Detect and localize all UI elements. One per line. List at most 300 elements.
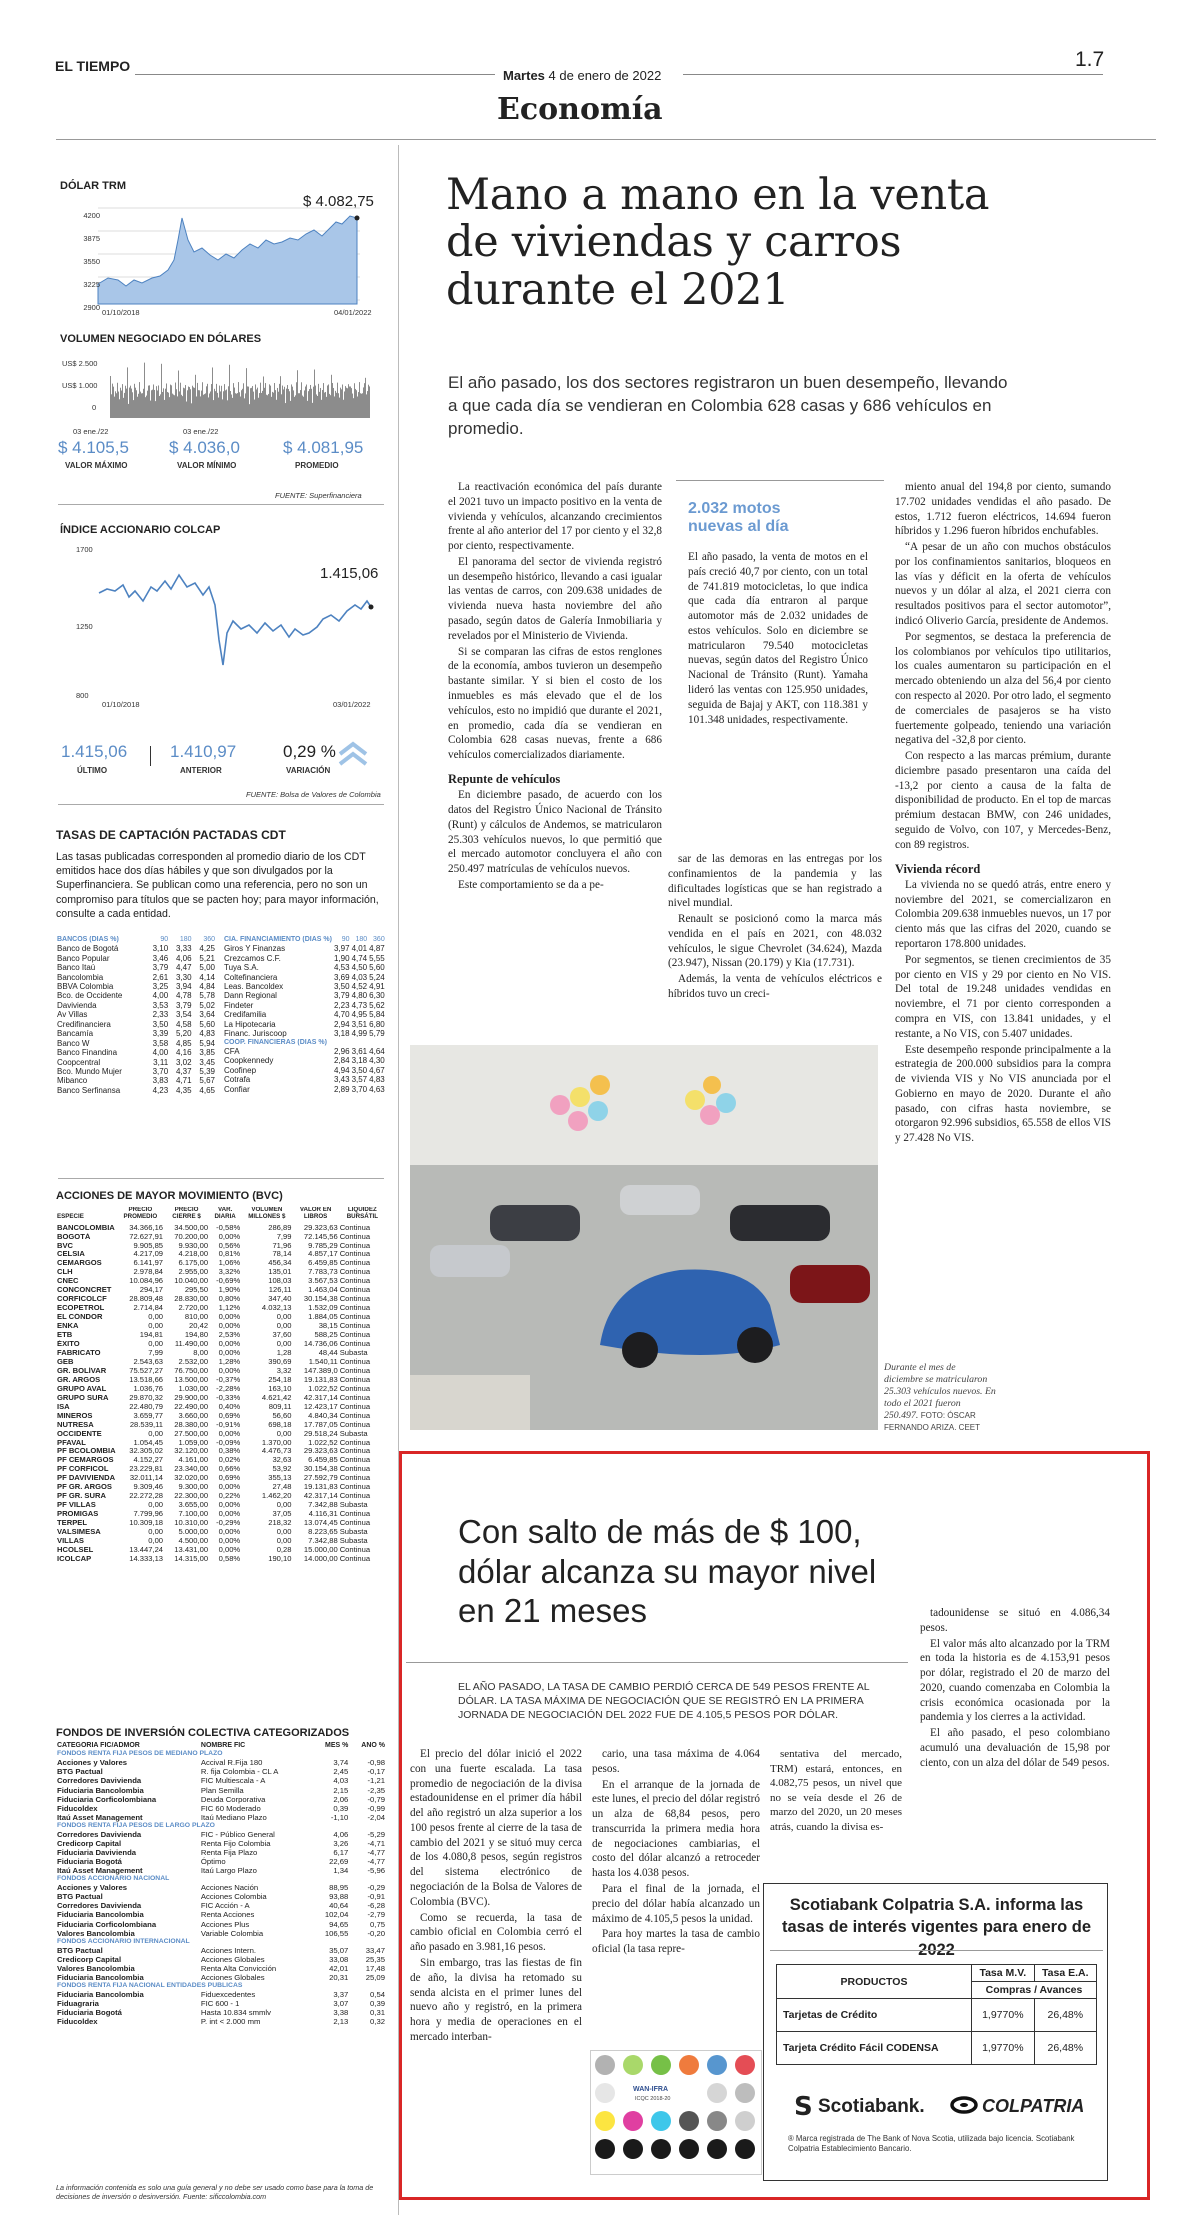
volume-bar	[119, 399, 120, 418]
bvc-row: VALSIMESA 0,00 5.000,00 0,00% 0,00 8.223,65 Subasta	[57, 1528, 368, 1537]
volume-bar	[211, 384, 212, 418]
motos-title: 2.032 motos nuevas al día	[688, 500, 789, 536]
volume-bar	[343, 400, 344, 418]
dolar-article-right	[920, 1606, 1110, 1772]
volume-bar	[305, 387, 306, 418]
volume-bar	[295, 395, 296, 418]
volume-bar	[126, 389, 127, 418]
dolar-article-col1	[410, 1747, 582, 2046]
volume-bar	[237, 393, 238, 418]
volume-bar	[210, 391, 211, 418]
bvc-row: ISA 22.480,79 22.490,00 0,40% 809,11 12.423,17 Continua	[57, 1402, 371, 1411]
volume-bar	[361, 394, 362, 418]
bvc-row: PF GR. ARGOS 9.309,46 9.300,00 0,00% 27,48 19.131,83 Continua	[57, 1483, 371, 1492]
volume-bar	[149, 385, 150, 418]
volume-bar	[277, 388, 278, 418]
volume-bar	[236, 394, 237, 418]
volume-bar	[266, 395, 267, 418]
volume-bar	[208, 397, 209, 418]
volume-bar	[357, 397, 358, 418]
volume-bar	[115, 391, 116, 418]
volume-bar	[203, 395, 204, 418]
volume-bar	[129, 388, 130, 418]
article-col3: miento anual del 194,8 por ciento, sumando 17.702 unidades vendidas el año pasado. De estos, 1.712 fueron eléctricos, 14.694 fueron híbridos y 1.296 fueron híbridos enchufables. “A pesar de un año con muchos obstáculos por los confinamientos sanitarios, bloqueos en las vías y déficit en la oferta de vehículos nuevos y un dólar al alza, el 2021 cierra con resultados positivos para el sector automotor”, indicó Oliverio García, presidente de Andemos. Por segmentos, se destaca la preferencia de los colombianos por vehículos tipo utilitarios, los cuales aumentaron su participación en el mercado obteniendo un alza del 56,4 por ciento con respecto al 2020. Por otro lado, el segmento de comerciales de pasajeros se ha visto fuertemente golpeado, teniendo una variación negativa del -32,8 por ciento. Con respecto a las marcas prémium, durante diciembre pasado presentaron una caída del -13,2 por ciento a causa de la falta de disponibilidad de producto. En el top de marcas prémium destacan BMW, con 246 unidades, seguido de Volvo, con 107, y Mercedes-Benz, con 89 registros. Vivienda récord La vivienda no se quedó atrás, entre enero y noviembre del 2021, se comercializaron en Colombia 209.638 inmuebles nuevos, un 17 por ciento más que las cifras del 2020, cuando se reportaron 178.800 unidades. Por segmentos, se tienen crecimientos de 35 por ciento en VIS y 29 por ciento en No VIS. Del total de 19.248 unidades vendidas en noviembre, el 71 por ciento corresponden a compra en VIS, con 13.841 unidades, y el restante, a No VIS, con 5.407 unidades. Este desempeño responde principalmente a la estrategia de 200.000 subsidios para la compra de vivienda VIS y No VIS anunciada por el Gobierno en mayo de 2020. Durante el año pasado, con cifras hasta noviembre, se otorgaron 92.996 subsidios, 65.558 de ellos VIS y 27.428 No VIS.	[895, 481, 1111, 1145]
volume-bar	[249, 404, 250, 418]
paragraph: Por segmentos, se destaca la preferencia de los colombianos por vehículos tipo utilitarios, los cuales aumentaron su participación en el mercado obteniendo un alza del 56,4 por ciento con respecto al 2020. Por otro lado, el segmento de comerciales de pasajeros se ha visto fuertemente golpeado, teniendo una variación negativa del -32,8 por ciento.	[895, 630, 1111, 747]
volume-bar	[245, 393, 246, 418]
volume-bar	[217, 393, 218, 418]
cdt-row: Banco Finandina 4,00 4,16 3,85	[57, 1048, 215, 1058]
volume-bar	[187, 390, 188, 418]
fondo-row: Fiduciaria Bancolombia Fiduexcedentes 3,37 0,54	[57, 1990, 385, 2000]
volume-bar	[161, 364, 162, 418]
ad-rates-table: PRODUCTOS Tasa M.V. Tasa E.A. Compras / Avances Tarjetas de Crédito 1,9770% 26,48% Tarjeta Crédito Fácil CODENSA 1,9770% 26,48%	[776, 1964, 1097, 2065]
volume-bar	[194, 388, 195, 418]
bvc-row: GR. ARGOS 13.518,66 13.500,00 -0,37% 254,18 19.131,83 Continua	[57, 1375, 371, 1384]
volume-bar	[188, 387, 189, 418]
volume-bar	[280, 376, 281, 418]
volume-bar	[213, 400, 214, 418]
bvc-row: ECOPETROL 2.714,84 2.720,00 1,12% 4.032,13 1.532,09 Continua	[57, 1304, 371, 1313]
volume-bar	[124, 393, 125, 418]
cdt-row: Banco W 3,58 4,85 5,94	[57, 1038, 215, 1048]
fondo-row: Fiduciaria Bogotá Óptimo 22,69 -4,77	[57, 1857, 385, 1867]
paragraph: Para el final de la jornada, el precio del dólar había alcanzado un máximo de 4.105,5 pesos la unidad.	[592, 1883, 760, 1925]
volume-bar	[261, 393, 262, 418]
volume-bar	[120, 388, 121, 418]
volume-bar	[144, 363, 145, 418]
cdt-row: Giros Y Finanzas 3,97 4,01 4,87	[224, 944, 385, 954]
bvc-row: BVC 9.905,85 9.930,00 0,56% 71,96 9.785,29 Continua	[57, 1241, 371, 1250]
volume-bar	[204, 394, 205, 418]
bvc-row: PF BCOLOMBIA 32.305,02 32.120,00 0,38% 4.476,73 29.323,63 Continua	[57, 1447, 371, 1456]
volume-bar	[296, 382, 297, 418]
bvc-table: ESPECIE PRECIO PROMEDIO PRECIO CIERRE $ VAR. DIARIA VOLUMEN MILLONES $ VALOR EN LIBROS LIQUIDEZ BURSÁTIL BANCOLOMBIA 34.366,16 34.500,00 -0,58% 286,89 29.323,63 Continua BOGOTÁ 72.627,91 70.200,00 0,00% 7,99 72.145,56 Continua BVC 9.905,85 9.930,00 0,56% 71,96 9.785,29 Continua CELSIA 4.217,09 4.218,00 0,81% 78,14 4.857,17 Continua CEMARGOS 6.141,97 6.175,00 1,06% 456,34 6.459,85 Continua CLH 2.978,84 2.955,00 3,32% 135,01 7.783,73 Continua CNEC 10.084,96 10.040,00 -0,69% 108,03 3.567,53 Continua CONCONCRET 294,17 295,50 1,90% 126,11 1.463,04 Continua CORFICOLCF 28.809,48 28.830,00 0,80% 347,40 30.154,38 Continua ECOPETROL 2.714,84 2.720,00 1,12% 4.032,13 1.532,09 Continua EL CÓNDOR 0,00 810,00 0,00% 0,00 1.884,05 Continua ENKA 0,00 20,42 0,00% 0,00 38,15 Continua ETB 194,81 194,80 2,53% 37,60 588,25 Continua ÉXITO 0,00 11.490,00 0,00% 0,00 14.736,06 Continua FABRICATO 7,99 8,00 0,00% 1,28 48,44 Subasta GEB 2.543,63 2.532,00 1,28% 390,69 1.540,11 Continua GR. BOLÍVAR 75.527,27 76.750,00 0,00% 3,32 147.389,0 Continua GR. ARGOS 13.518,66 13.500,00 -0,37% 254,18 19.131,83 Continua GRUPO AVAL 1.036,76 1.030,00 -2,28% 163,10 1.022,52 Continua GRUPO SURA 29.870,32 29.900,00 -0,33% 4.621,42 42.317,14 Continua ISA 22.480,79 22.490,00 0,40% 809,11 12.423,17 Continua MINEROS 3.659,77 3.660,00 0,69% 56,60 4.840,34 Continua NUTRESA 28.539,11 28.380,00 -0,91% 698,18 17.787,05 Continua OCCIDENTE 0,00 27.500,00 0,00% 0,00 29.518,24 Subasta PFAVAL 1.054,45 1.059,00 -0,09% 1.370,00 1.022,52 Continua PF BCOLOMBIA 32.305,02 32.120,00 0,38% 4.476,73 29.323,63 Continua PF CEMARGOS 4.152,27 4.161,00 0,02% 32,63 6.459,85 Continua PF CORFICOL 23.229,81 23.340,00 0,66% 53,92 30.154,38 Continua PF DAVIVIENDA 32.011,14 32.020,00 0,69% 355,13 27.592,79 Continua PF GR. ARGOS 9.309,46 9.300,00 0,00% 27,48 19.131,83 Continua PF GR. SURA 22.272,28 22.300,00 0,22% 1.462,20 42.317,14 Continua PF VILLAS 0,00 3.655,00 0,00% 0,00 7.342,88 Subasta PROMIGAS 7.799,96 7.100,00 0,00% 37,05 4.116,31 Continua TERPEL 10.309,18 10.310,00 -0,29% 218,32 13.074,45 Continua VALSIMESA 0,00 5.000,00 0,00% 0,00 8.223,65 Subasta VILLAS 0,00 4.500,00 0,00% 0,00 7.342,88 Subasta HCOLSEL 13.447,24 13.431,00 0,00% 0,28 15.000,00 Continua ICOLCAP 14.333,13 14.315,00 0,58% 190,10 14.000,00 Continua	[56, 1207, 386, 1564]
cdt-row: Av Villas 2,33 3,54 3,64	[57, 1010, 215, 1020]
dealership-photo	[410, 1045, 878, 1430]
volume-bar	[246, 368, 247, 418]
volume-bar	[123, 398, 124, 418]
volume-bar	[209, 393, 210, 418]
volume-bar	[179, 391, 180, 418]
bvc-row: ÉXITO 0,00 11.490,00 0,00% 0,00 14.736,06 Continua	[57, 1340, 371, 1349]
volume-bar	[156, 386, 157, 418]
dolar-article-col3	[770, 1747, 902, 1835]
volume-bar	[265, 383, 266, 418]
volume-bar	[320, 388, 321, 418]
cdt-row: Coopkennedy 2,84 3,18 4,30	[224, 1056, 385, 1066]
volume-bar	[142, 393, 143, 418]
volume-bar	[288, 389, 289, 418]
volume-bar	[300, 390, 301, 418]
volume-bar	[339, 398, 340, 418]
paragraph: Este desempeño responde principalmente a la estrategia de 200.000 subsidios para la compra de vivienda VIS y No VIS anunciada por el Gobierno en mayo de 2020. Durante el año pasado, con cifras hasta noviembre, se otorgaron 92.996 subsidios, 65.558 de ellos VIS y 27.428 No VIS.	[895, 1043, 1111, 1145]
volume-bar	[341, 389, 342, 418]
paragraph: sentativa del mercado, TRM) estará, entonces, en 4.082,75 pesos, un nivel que no se veía desde el 26 de marzo del 2020, un 20 meses atrás, cuando la divisa es-	[770, 1748, 902, 1833]
cdt-row: Credifinanciera 3,50 4,58 5,60	[57, 1019, 215, 1029]
dolar-article-headline: Con salto de más de $ 100, dólar alcanza su mayor nivel en 21 meses	[458, 1513, 877, 1630]
volume-bar	[252, 386, 253, 418]
volume-bar	[323, 383, 324, 418]
cdt-intro: Las tasas publicadas corresponden al promedio diario de los CDT emitidos hace dos días hábiles y que son divulgados por la Superfinanciera. Se publican como una referencia, pero no son un compromiso para títulos que se pacten hoy; para mayor información, consulte a cada entidad.	[56, 851, 379, 920]
volume-bar	[355, 389, 356, 418]
volume-bar	[308, 391, 309, 418]
volume-bar	[258, 398, 259, 418]
fondo-row: Credicorp Capital Renta Fijo Colombia 3,26 -4,71	[57, 1838, 385, 1848]
cdt-title: TASAS DE CAPTACIÓN PACTADAS CDT	[56, 828, 286, 842]
colcap-title: ÍNDICE ACCIONARIO COLCAP	[60, 524, 221, 536]
volume-bar	[254, 400, 255, 418]
bvc-title: ACCIONES DE MAYOR MOVIMIENTO (BVC)	[56, 1190, 283, 1202]
volume-bar	[350, 386, 351, 418]
volume-bar	[349, 387, 350, 418]
cdt-row: Bco. de Occidente 4,00 4,78 5,78	[57, 991, 215, 1001]
volume-bar	[141, 393, 142, 418]
volume-bar	[220, 391, 221, 418]
bvc-row: CNEC 10.084,96 10.040,00 -0,69% 108,03 3.567,53 Continua	[57, 1277, 371, 1286]
volume-bar	[358, 392, 359, 418]
volume-bar	[162, 392, 163, 418]
volume-bar	[344, 391, 345, 418]
cdt-row: BBVA Colombia 3,25 3,94 4,84	[57, 982, 215, 991]
volume-bar	[317, 396, 318, 418]
volume-bar	[332, 383, 333, 418]
volumen-chart	[110, 350, 380, 420]
ad-legal: ® Marca registrada de The Bank of Nova Scotia, utilizada bajo licencia. Scotiabank Colpatria Establecimiento Bancario.	[788, 2134, 1075, 2154]
volume-bar	[214, 389, 215, 418]
section-title: Economía	[497, 92, 663, 127]
volume-bar	[244, 398, 245, 418]
volume-bar	[326, 397, 327, 418]
paragraph: La vivienda no se quedó atrás, entre enero y noviembre del 2021, se comercializaron en Colombia 209.638 inmuebles nuevos, un 17 por ciento más que las cifras del 2020, cuando se reportaron 178.800 unidades.	[895, 878, 1111, 951]
volume-bar	[359, 382, 360, 418]
volume-bar	[163, 388, 164, 418]
bvc-row: EL CÓNDOR 0,00 810,00 0,00% 0,00 1.884,05 Continua	[57, 1313, 371, 1322]
bvc-row: GRUPO SURA 29.870,32 29.900,00 -0,33% 4.621,42 42.317,14 Continua	[57, 1393, 371, 1402]
volume-bar	[248, 387, 249, 418]
volume-bar	[118, 392, 119, 418]
volume-bar	[205, 393, 206, 418]
volume-bar	[201, 391, 202, 418]
volume-bar	[311, 389, 312, 418]
fondo-row: Fiducoldex FIC 60 Moderado 0,39 -0,99	[57, 1803, 385, 1813]
cdt-row: Banco de Bogotá 3,10 3,33 4,25	[57, 944, 215, 954]
volume-bar	[257, 388, 258, 418]
paragraph: Con respecto a las marcas prémium, durante diciembre pasado presentaron una caída del -13,2 por ciento a causa de la falta de disponibilidad de producto. En el top de marcas prémium destacan BMW, con 246 unidades, seguido de Volvo, con 107, y Mercedes-Benz, con 89 registros.	[895, 750, 1111, 851]
volume-bar	[234, 388, 235, 418]
masthead	[55, 48, 1155, 83]
volume-bar	[368, 385, 369, 418]
volume-bar	[302, 396, 303, 418]
fondo-row: Fiduciaria Bancolombia Renta Acciones 102,04 -2,79	[57, 1910, 385, 1920]
paragraph: El panorama del sector de vivienda registró un desempeño histórico, llevando a casi igualar las ventas de carros, con 209.638 unidades de vivienda nueva hasta noviembre del año pasado, según datos de Galería Inmobiliaria y revelados por el Ministerio de Vivienda.	[448, 555, 662, 642]
paragraph: Como se recuerda, la tasa de cambio oficial en Colombia cerró el año pasado en 3.981,16 pesos.	[410, 1911, 582, 1954]
volume-bar	[335, 391, 336, 418]
volume-bar	[294, 397, 295, 418]
cdt-row: Davivienda 3,53 3,79 5,02	[57, 1000, 215, 1010]
volume-bar	[132, 392, 133, 418]
volume-bar	[331, 375, 332, 418]
volume-bar	[207, 384, 208, 418]
scotiabank-ad: Scotiabank Colpatria S.A. informa las tasas de interés vigentes para enero de 2022 PRODUCTOS Tasa M.V. Tasa E.A. Compras / Avances Tarjetas de Crédito 1,9770% 26,48% Tarjeta Crédito Fácil CODENSA 1,9770% 26,48% S Scotiabank. COLPATRIA ® Marca registrada de The Bank of Nova Scotia, utilizada bajo licencia. Scotiabank Colpatria Establecimiento Bancario.	[763, 1883, 1108, 2181]
dolar-x-end: 04/01/2022	[334, 308, 372, 317]
volume-bar	[284, 387, 285, 418]
volume-bar	[134, 384, 135, 418]
volume-bar	[250, 388, 251, 418]
bvc-row: BOGOTÁ 72.627,91 70.200,00 0,00% 7,99 72.145,56 Continua	[57, 1232, 371, 1241]
volume-bar	[285, 403, 286, 418]
date-line: Martes 4 de enero de 2022	[503, 68, 662, 83]
volume-bar	[289, 391, 290, 418]
volume-bar	[291, 384, 292, 418]
paragraph: En el arranque de la jornada de este lunes, el precio del dólar registró un alza de 68,84 pesos, pero transcurrida la primera media hora de negociaciones cambiarias, el costo del dólar alcanzó a retroceder hasta los 4.038 pesos.	[592, 1778, 760, 1880]
volume-bar	[242, 389, 243, 418]
volume-bar	[304, 390, 305, 418]
volume-bar	[322, 390, 323, 418]
volume-bar	[298, 393, 299, 418]
volume-bar	[366, 394, 367, 418]
volume-bar	[125, 386, 126, 418]
cdt-row: Bancolombia 2,61 3,30 4,14	[57, 972, 215, 982]
volume-bar	[269, 384, 270, 418]
volume-bar	[314, 370, 315, 418]
volume-bar	[238, 382, 239, 418]
volume-bar	[198, 390, 199, 418]
fondo-row: Itaú Asset Management Itaú Mediano Plazo -1,10 -2,04	[57, 1812, 385, 1822]
volume-bar	[195, 375, 196, 418]
scotiabank-s-icon: S	[794, 2092, 813, 2122]
volume-bar	[255, 384, 256, 418]
fondo-row: Fiduciaria Bancolombia Acciones Globales 20,31 25,09	[57, 1972, 385, 1982]
fondo-row: Fiduciaria Corficolombiana Deuda Corporativa 2,06 -0,79	[57, 1794, 385, 1804]
volume-bar	[275, 390, 276, 418]
bvc-row: ETB 194,81 194,80 2,53% 37,60 588,25 Continua	[57, 1331, 371, 1340]
volumen-title: VOLUMEN NEGOCIADO EN DÓLARES	[60, 333, 262, 345]
volume-bar	[152, 390, 153, 418]
volume-bar	[243, 383, 244, 418]
volume-bar	[337, 383, 338, 418]
cdt-row: Bancamía 3,39 5,20 4,83	[57, 1029, 215, 1039]
bvc-row: NUTRESA 28.539,11 28.380,00 -0,91% 698,18 17.787,05 Continua	[57, 1420, 371, 1429]
volume-bar	[155, 401, 156, 418]
colcap-x-start: 01/10/2018	[102, 700, 140, 709]
dolar-x-start: 01/10/2018	[102, 308, 140, 317]
cdt-row: Coopcentral 3,11 3,02 3,45	[57, 1057, 215, 1067]
volume-bar	[278, 392, 279, 418]
bvc-row: PF CEMARGOS 4.152,27 4.161,00 0,02% 32,63 6.459,85 Continua	[57, 1456, 371, 1465]
volume-bar	[181, 395, 182, 418]
volumen-source: FUENTE: Superfinanciera	[275, 491, 362, 500]
fondo-row: BTG Pactual Acciones Colombia 93,88 -0,91	[57, 1892, 385, 1902]
volume-bar	[240, 397, 241, 418]
dolar-area	[98, 216, 357, 304]
volume-bar	[327, 385, 328, 418]
volume-bar	[215, 391, 216, 418]
volume-bar	[178, 371, 179, 418]
volumen-min: $ 4.036,0	[169, 438, 240, 457]
bvc-row: PFAVAL 1.054,45 1.059,00 -0,09% 1.370,00 1.022,52 Continua	[57, 1438, 371, 1447]
volume-bar	[131, 389, 132, 418]
volume-bar	[136, 390, 137, 418]
volume-bar	[260, 383, 261, 418]
volume-bar	[151, 390, 152, 418]
motos-box	[676, 480, 884, 860]
article-col2b	[668, 852, 882, 1003]
cdt-row: Mibanco 3,83 4,71 5,67	[57, 1076, 215, 1086]
volume-bar	[168, 393, 169, 418]
volume-bar	[274, 383, 275, 418]
volume-bar	[346, 388, 347, 418]
up-arrow-icon	[338, 740, 368, 770]
volume-bar	[345, 386, 346, 418]
print-color-bar: WAN-IFRA ICQC 2018-20	[590, 2050, 762, 2175]
volume-bar	[171, 385, 172, 418]
volume-bar	[342, 385, 343, 418]
paragraph: cario, una tasa máxima de 4.064 pesos.	[592, 1748, 760, 1775]
volume-bar	[173, 395, 174, 418]
paragraph: Para hoy martes la tasa de cambio oficial (la tasa repre-	[592, 1928, 760, 1956]
bvc-row: PF GR. SURA 22.272,28 22.300,00 0,22% 1.462,20 42.317,14 Continua	[57, 1492, 371, 1501]
dolar-price: $ 4.082,75	[303, 193, 374, 210]
volume-bar	[319, 392, 320, 418]
volume-bar	[139, 382, 140, 418]
bvc-row: PF CORFICOL 23.229,81 23.340,00 0,66% 53,92 30.154,38 Continua	[57, 1465, 371, 1474]
volume-bar	[165, 389, 166, 418]
volume-bar	[321, 400, 322, 418]
cdt-row: Credifamilia 4,70 4,95 5,84	[224, 1010, 385, 1020]
paragraph: La reactivación económica del país durante el 2021 tuvo un impacto positivo en la venta de vivienda y vehículos, alcanzando crecimientos frente al año anterior del 17 por ciento y el 32,8 por ciento, respectivamente.	[448, 481, 662, 553]
volume-bar	[273, 393, 274, 418]
volume-bar	[315, 386, 316, 418]
volume-bar	[292, 387, 293, 418]
volume-bar	[230, 391, 231, 418]
volume-bar	[301, 382, 302, 418]
volume-bar	[200, 396, 201, 418]
fondo-row: Valores Bancolombia Variable Colombia 106,55 -0,20	[57, 1928, 385, 1938]
volume-bar	[167, 392, 168, 418]
volume-bar	[133, 400, 134, 418]
bvc-row: OCCIDENTE 0,00 27.500,00 0,00% 0,00 29.518,24 Subasta	[57, 1429, 368, 1438]
paragraph: El año pasado, el peso colombiano acumuló una devaluación de 15,98 por ciento, con un alza del dólar de 549 pesos.	[920, 1727, 1110, 1769]
cdt-row: Crezcamos C.F. 1,90 4,74 5,55	[224, 953, 385, 963]
volume-bar	[336, 393, 337, 418]
volume-bar	[328, 384, 329, 418]
ad-title: Scotiabank Colpatria S.A. informa las tasas de interés vigentes para enero de 2022	[781, 1896, 1092, 1959]
volume-bar	[222, 399, 223, 418]
volume-bar	[352, 394, 353, 418]
paragraph: El valor más alto alcanzado por la TRM en toda la historia es de 4.153,91 pesos por dólar, registrado el 20 de marzo del 2020, cuando comenzaba en Colombia la crisis económica ocasionada por la pandemia y los cierres a la actividad.	[920, 1637, 1110, 1724]
paragraph: Además, la venta de vehículos eléctricos e híbridos tuvo un creci-	[668, 973, 882, 1001]
volume-bar	[182, 396, 183, 418]
bvc-row: PF VILLAS 0,00 3.655,00 0,00% 0,00 7.342,88 Subasta	[57, 1501, 368, 1510]
colcap-x-end: 03/01/2022	[333, 700, 371, 709]
volume-bar	[180, 383, 181, 418]
volume-bar	[330, 395, 331, 418]
fondos-table: CATEGORÍA FIC/ADMOR NOMBRE FIC MES % AÑO % FONDOS RENTA FIJA PESOS DE MEDIANO PLAZO Acciones y Valores Accival R.Fija 180 3,74 -0,98 BTG Pactual R. fija Colombia - CL A 2,45 -0,17 Corredores Davivienda FIC Multiescala - A 4,03 -1,21 Fiduciaria Bancolombia Plan Semilla 2,15 -2,35 Fiduciaria Corficolombiana Deuda Corporativa 2,06 -0,79 Fiducoldex FIC 60 Moderado 0,39 -0,99 Itaú Asset Management Itaú Mediano Plazo -1,10 -2,04 FONDOS RENTA FIJA PESOS DE LARGO PLAZO Corredores Davivienda FIC - Público General 4,06 -5,29 Credicorp Capital Renta Fijo Colombia 3,26 -4,71 Fiduciaria Davivienda Renta Fija Plazo 6,17 -4,77 Fiduciaria Bogotá Óptimo 22,69 -4,77 Itaú Asset Management Itaú Largo Plazo 1,34 -5,96 FONDOS ACCIONARIO NACIONAL Acciones y Valores Acciones Nación 88,95 -0,29 BTG Pactual Acciones Colombia 93,88 -0,91 Corredores Davivienda FIC Acción - A 40,64 -6,28 Fiduciaria Bancolombia Renta Acciones 102,04 -2,79 Fiduciaria Corficolombiana Acciones Plus 94,65 0,75 Valores Bancolombia Variable Colombia 106,55 -0,20 FONDOS ACCIONARIO INTERNACIONAL BTG Pactual Acciones Intern. 35,07 33,47 Credicorp Capital Acciones Globales 33,08 25,35 Valores Bancolombia Renta Alta Convicción 42,01 17,48 Fiduciaria Bancolombia Acciones Globales 20,31 25,09 FONDOS RENTA FIJA NACIONAL ENTIDADES PÚBLICAS Fiduciaria Bancolombia Fiduexcedentes 3,37 0,54 Fiduagraria FIC 600 - 1 3,07 0,39 Fiduciaria Bogotá Hasta 10.834 smmlv 3,38 0,31 Fiducoldex P. int < 2.000 mm 2,13 0,32	[57, 1742, 385, 2027]
volume-bar	[114, 397, 115, 418]
cdt-row: Leas. Bancoldex 3,50 4,52 4,91	[224, 982, 385, 991]
colcap-kpis: 1.415,06 ÚLTIMO 1.410,97 ANTERIOR 0,29 % VARIACIÓN	[55, 740, 385, 790]
cdt-row: Coofinep 4,94 3,50 4,67	[224, 1065, 385, 1075]
fondo-row: Itaú Asset Management Itaú Largo Plazo 1,34 -5,96	[57, 1866, 385, 1876]
volume-bar	[365, 378, 366, 418]
bvc-row: ICOLCAP 14.333,13 14.315,00 0,58% 190,10 14.000,00 Continua	[57, 1554, 371, 1563]
volume-bar	[262, 391, 263, 418]
volume-bar	[367, 391, 368, 418]
volume-bar	[353, 398, 354, 418]
volume-bar	[110, 376, 111, 418]
volume-bar	[363, 387, 364, 418]
cdt-row: Dann Regional 3,79 4,80 6,30	[224, 991, 385, 1001]
volume-bar	[160, 394, 161, 418]
volume-bar	[324, 393, 325, 418]
volume-bar	[185, 385, 186, 418]
volume-bar	[183, 388, 184, 418]
cdt-row: Banco Popular 3,46 4,06 5,21	[57, 953, 215, 963]
dolar-article-deck: EL AÑO PASADO, LA TASA DE CAMBIO PERDIÓ CERCA DE 549 PESOS FRENTE AL DÓLAR. LA TASA MÁXIMA DE NEGOCIACIÓN QUE SE REGISTRÓ EN LA PRIMERA JORNADA DE NEGOCIACIÓN DEL 2022 FUE DE 4.105,5 PESOS POR DÓLAR.	[458, 1681, 870, 1721]
photo-caption: Durante el mes de diciembre se matricularon 25.303 vehículos nuevos. En todo el 2021 fueron 250.497. FOTO: ÓSCAR FERNANDO ARIZA. CEET	[884, 1362, 996, 1432]
fondo-row: Corredores Davivienda FIC Acción - A 40,64 -6,28	[57, 1901, 385, 1911]
volume-bar	[122, 384, 123, 418]
cdt-row: Cotrafa 3,43 3,57 4,83	[224, 1075, 385, 1085]
volume-bar	[138, 394, 139, 418]
bvc-row: BANCOLOMBIA 34.366,16 34.500,00 -0,58% 286,89 29.323,63 Continua	[57, 1223, 371, 1232]
volume-bar	[147, 391, 148, 418]
fondo-row: BTG Pactual R. fija Colombia - CL A 2,45 -0,17	[57, 1767, 385, 1777]
volume-bar	[206, 386, 207, 418]
volume-bar	[135, 388, 136, 418]
bvc-row: CEMARGOS 6.141,97 6.175,00 1,06% 456,34 6.459,85 Continua	[57, 1259, 371, 1268]
volume-bar	[175, 383, 176, 418]
volume-bar	[192, 386, 193, 418]
volume-bar	[264, 388, 265, 418]
paragraph: Si se comparan las cifras de estos renglones de la economía, ambos tuvieron un desempeño bastante similar. Y si bien el costo de los inmuebles es más elevado que el de los vehículos, esto no impidió que durante el 2021, en promedio, cada día se vendieran en Colombia 628 casas nuevas, frente a 686 vehículos comercializados diariamente.	[448, 645, 662, 762]
volume-bar	[283, 389, 284, 418]
motos-text: El año pasado, la venta de motos en el país creció 40,7 por ciento, con un total de 741.819 motocicletas, lo que indica que cada día entraron al parque automotor más de 2.032 unidades de estos vehículos. Solo en diciembre se matricularon 79.540 motocicletas nuevas, según datos del Registro Único Nacional de Tránsito (Runt). Yamaha lideró las ventas con 125.950 unidades, seguida de Bajaj y AKT, con 118.381 y 101.348 unidades, respectivamente.	[688, 551, 868, 726]
paragraph: Sin embargo, tras las fiestas de fin de año, la divisa ha retomado su senda alcista en el primer lunes del nuevo año y registró, en la primera hora y media de operaciones en el mercado interban-	[410, 1956, 582, 2043]
volume-bar	[313, 387, 314, 418]
dolar-title: DÓLAR TRM	[60, 180, 126, 192]
volume-bar	[223, 391, 224, 418]
volume-bar	[263, 376, 264, 418]
volume-bar	[130, 386, 131, 418]
volumen-y-axis: US$ 2.500 US$ 1.000 0	[62, 359, 98, 412]
cdt-cf-table: CIA. FINANCIAMIENTO (DÍAS %) 90 180 360 Giros Y Finanzas 3,97 4,01 4,87 Crezcamos C.F. 1,90 4,74 5,55 Tuya S.A. 4,53 4,50 5,60 Coltefinanciera 3,69 4,03 5,24 Leas. Bancoldex 3,50 4,52 4,91 Dann Regional 3,79 4,80 6,30 Findeter 2,23 4,73 5,62 Credifamilia 4,70 4,95 5,84 La Hipotecaria 2,94 3,51 6,80 Financ. Juriscoop 3,18 4,99 5,79 COOP. FINANCIERAS (DÍAS %) CFA 2,96 3,61 4,64 Coopkennedy 2,84 3,18 4,30 Coofinep 4,94 3,50 4,67 Cotrafa 3,43 3,57 4,83 Confiar 2,89 3,70 4,63	[224, 936, 385, 1094]
volume-bar	[232, 398, 233, 418]
volume-bar	[216, 384, 217, 418]
volume-bar	[310, 385, 311, 418]
volume-bar	[251, 388, 252, 418]
wan-ifra-logo: WAN-IFRA	[633, 2086, 668, 2093]
volume-bar	[177, 396, 178, 418]
volume-bar	[272, 392, 273, 418]
volume-bar	[334, 396, 335, 418]
volume-bar	[184, 388, 185, 418]
volume-bar	[228, 386, 229, 418]
fondos-title: FONDOS DE INVERSIÓN COLECTIVA CATEGORIZADOS	[56, 1727, 350, 1739]
paragraph: tadounidense se situó en 4.086,34 pesos.	[920, 1607, 1110, 1634]
volume-bar	[307, 401, 308, 418]
volume-bar	[329, 394, 330, 418]
fondo-row: Corredores Davivienda FIC Multiescala - A 4,03 -1,21	[57, 1776, 385, 1786]
volume-bar	[219, 386, 220, 418]
volume-bar	[117, 383, 118, 418]
volume-bar	[333, 388, 334, 418]
volume-bar	[150, 401, 151, 418]
volume-bar	[186, 402, 187, 418]
colpatria-swirl-icon	[950, 2095, 978, 2115]
volume-bar	[145, 397, 146, 418]
